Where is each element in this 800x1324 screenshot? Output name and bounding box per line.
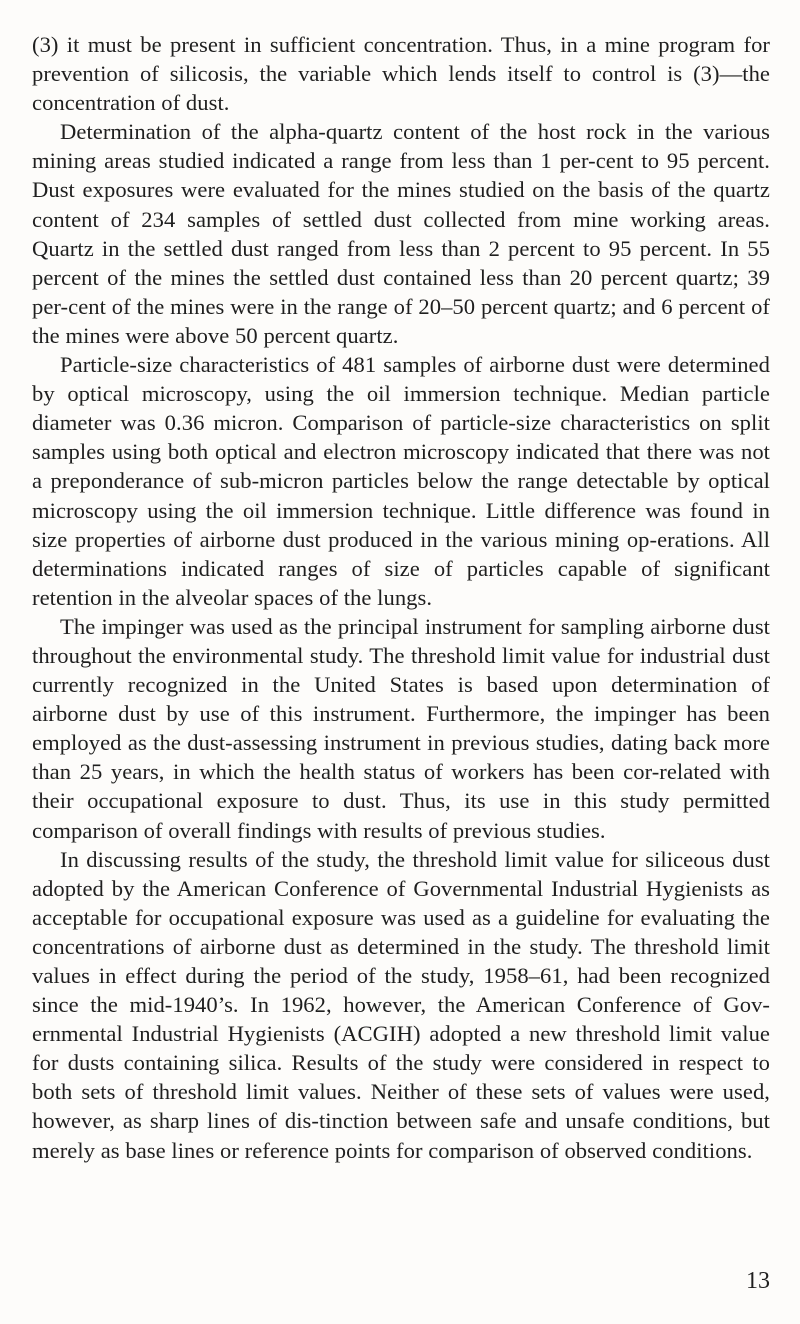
body-text (32, 30, 770, 1165)
paragraph-threshold-limit: In discussing results of the study, the threshold limit value for siliceous dust adopted by the American Conference of Governmental Industrial Hygienists as acceptable for occupational exposure was used as a guideline for evaluating the concentrations of airborne dust as determined in the study. The threshold limit values in effect during the period of the study, 1958–61, had been recognized since the mid-1940’s. In 1962, however, the American Conference of Gov-ernmental Industrial Hygienists (ACGIH) adopted a new threshold limit value for dusts containing silica. Results of the study were considered in respect to both sets of threshold limit values. Neither of these sets of values were used, however, as sharp lines of dis-tinction between safe and unsafe conditions, but merely as base lines or reference points for comparison of observed conditions. (32, 846, 770, 1163)
paragraph-particle-size: Particle-size characteristics of 481 samples of airborne dust were determined by optical microscopy, using the oil immersion technique. Median particle diameter was 0.36 micron. Comparison of particle-size characteristics on split samples using both optical and electron microscopy indicated that there was not a preponderance of sub-micron particles below the range detectable by optical microscopy using the oil immersion technique. Little difference was found in size properties of airborne dust produced in the various mining op-erations. All determinations indicated ranges of size of particles capable of significant retention in the alveolar spaces of the lungs. (32, 352, 770, 610)
page-number: 13 (746, 1268, 770, 1294)
paragraph-impinger: The impinger was used as the principal instrument for sampling airborne dust throughout the environmental study. The threshold limit value for industrial dust currently recognized in the United States is based upon determination of airborne dust by use of this instrument. Furthermore, the impinger has been employed as the dust-assessing instrument in previous studies, dating back more than 25 years, in which the health status of workers has been cor-related with their occupational exposure to dust. Thus, its use in this study permitted comparison of overall findings with results of previous studies. (32, 613, 770, 843)
paragraph-quartz-content: Determination of the alpha-quartz content of the host rock in the various mining areas studied indicated a range from less than 1 per-cent to 95 percent. Dust exposures were evaluated for the mines studied on the basis of the quartz content of 234 samples of settled dust collected from mine working areas. Quartz in the settled dust ranged from less than 2 percent to 95 percent. In 55 percent of the mines the settled dust contained less than 20 percent quartz; 39 per-cent of the mines were in the range of 20–50 percent quartz; and 6 percent of the mines were above 50 percent quartz. (32, 119, 770, 348)
paragraph-silicosis-conditions: (3) it must be present in sufficient concentration. Thus, in a mine program for prevention of silicosis, the variable which lends itself to control is (3)—the concentration of dust. (32, 32, 770, 116)
